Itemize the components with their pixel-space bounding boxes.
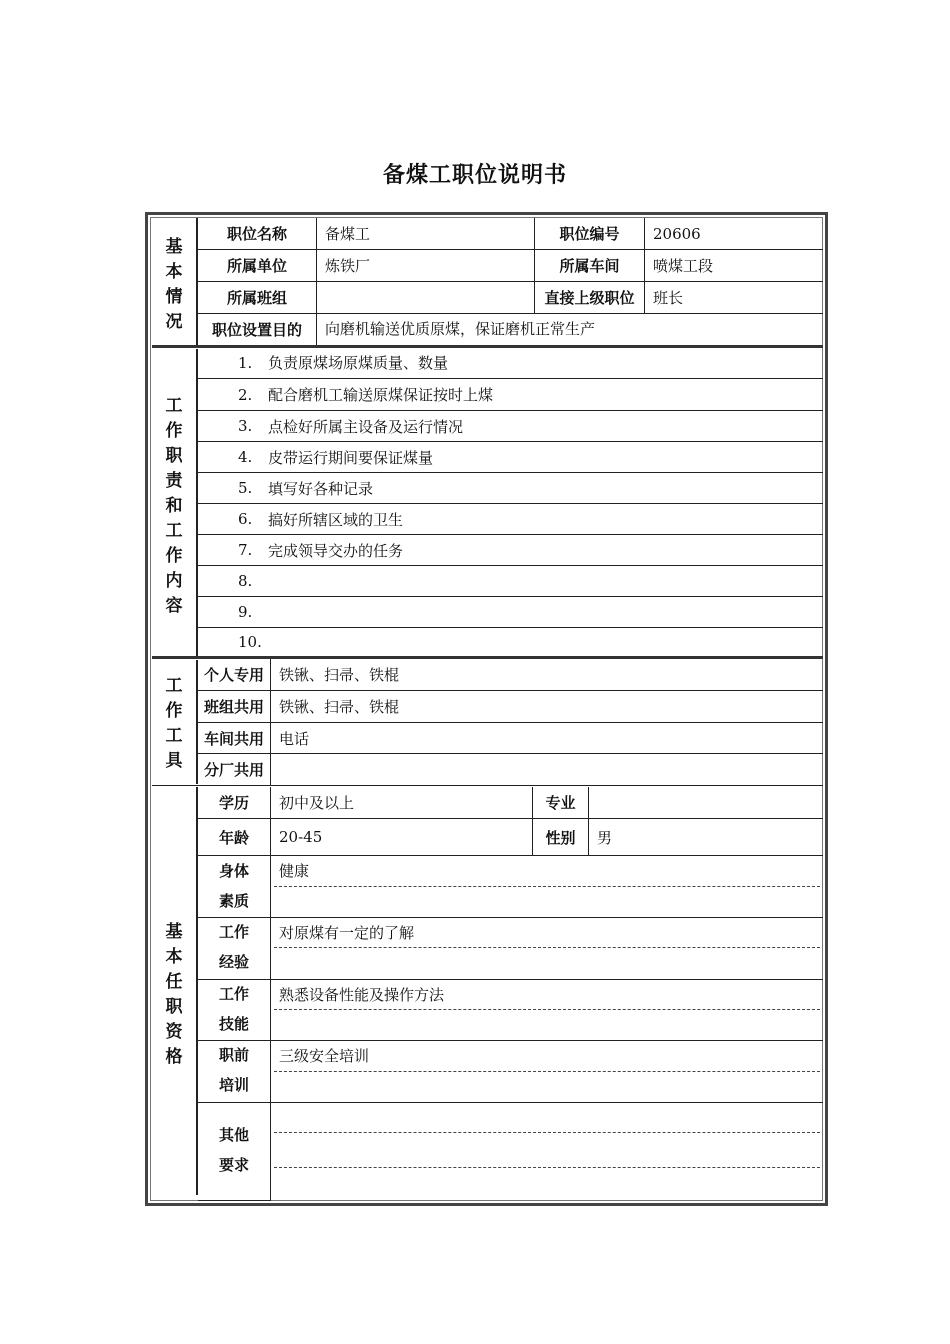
superior-label: 直接上级职位 [544,289,635,307]
dashed-line [274,1071,820,1072]
education-label: 学历 [218,794,249,812]
duty-number: 7. [238,541,253,559]
section-label-basic: 基 本 情 况 [165,237,183,332]
team-label: 所属班组 [226,289,287,307]
duty-number: 4. [238,448,253,466]
list-item [238,504,818,534]
age-label: 年龄 [218,828,249,847]
tool-value: 电话 [279,729,310,748]
team-value [317,282,534,313]
list-item [238,535,818,565]
tool-label: 班组共用 [203,698,264,716]
list-item [238,597,818,627]
gender-value: 男 [597,828,613,847]
page-title: 备煤工职位说明书 [382,163,567,188]
duty-number: 10. [238,633,262,651]
duty-number: 2. [238,385,253,404]
dashed-line [274,1167,820,1168]
training-value: 三级安全培训 [279,1047,370,1065]
superior-value: 班长 [653,289,684,307]
dashed-line [274,1009,820,1010]
duty-number: 6. [238,510,253,528]
workshop-value: 喷煤工段 [653,257,714,275]
skills-label: 工作 技能 [218,985,249,1033]
duty-number: 3. [238,417,253,435]
tool-label: 个人专用 [203,666,264,684]
duty-text: 皮带运行期间要保证煤量 [268,448,434,467]
section-label-duties: 工 作 职 责 和 工 作 内 容 [165,396,183,616]
list-item [238,628,818,656]
section-divider-line [152,785,823,786]
list-item [238,442,818,472]
experience-value: 对原煤有一定的了解 [279,924,415,942]
position-name-value: 备煤工 [325,225,371,243]
purpose-label: 职位设置目的 [211,321,302,339]
position-code-value: 20606 [653,224,701,243]
duty-number: 9. [238,603,253,621]
duty-text: 配合磨机工输送原煤保证按时上煤 [268,386,494,404]
tool-label: 车间共用 [203,729,264,748]
section-label-qualifications: 基 本 任 职 资 格 [165,922,183,1067]
section-label-tools: 工 作 工 具 [165,676,183,771]
education-value: 初中及以上 [279,794,355,812]
physical-label: 身体 素质 [218,862,249,910]
tool-value [271,754,823,785]
duty-text: 搞好所辖区域的卫生 [268,510,404,529]
experience-label: 工作 经验 [218,923,249,971]
tool-value: 铁锹、扫帚、铁棍 [279,698,400,716]
duty-number: 1. [238,353,253,372]
unit-value: 炼铁厂 [325,257,371,275]
list-item [238,473,818,503]
training-label: 职前 培训 [218,1046,249,1094]
age-value: 20-45 [279,828,323,846]
list-item [238,379,818,410]
position-name-label: 职位名称 [226,225,287,243]
other-label: 其他 要求 [218,1126,249,1174]
dashed-line [274,886,820,887]
duty-text: 负责原煤场原煤质量、数量 [268,354,449,372]
other-value [271,1103,823,1131]
duty-text: 点检好所属主设备及运行情况 [268,417,464,436]
duty-number: 5. [238,479,253,497]
tool-value: 铁锹、扫帚、铁棍 [279,666,400,684]
row-divider [198,1200,270,1201]
list-item [238,566,818,596]
skills-value: 熟悉设备性能及操作方法 [279,986,445,1004]
position-code-label: 职位编号 [559,225,620,243]
purpose-value: 向磨机输送优质原煤，保证磨机正常生产 [325,320,596,338]
list-item [238,348,818,377]
tool-label: 分厂共用 [203,761,264,779]
dashed-line [274,1132,820,1133]
duty-text: 填写好各种记录 [268,479,374,498]
dashed-line [274,947,820,948]
workshop-label: 所属车间 [559,257,620,275]
physical-value: 健康 [279,862,310,880]
major-value [589,787,823,818]
duty-number: 8. [238,572,253,590]
list-item [238,411,818,441]
major-label: 专业 [545,794,576,812]
gender-label: 性别 [545,828,576,847]
unit-label: 所属单位 [226,257,287,275]
duty-text: 完成领导交办的任务 [268,541,404,560]
